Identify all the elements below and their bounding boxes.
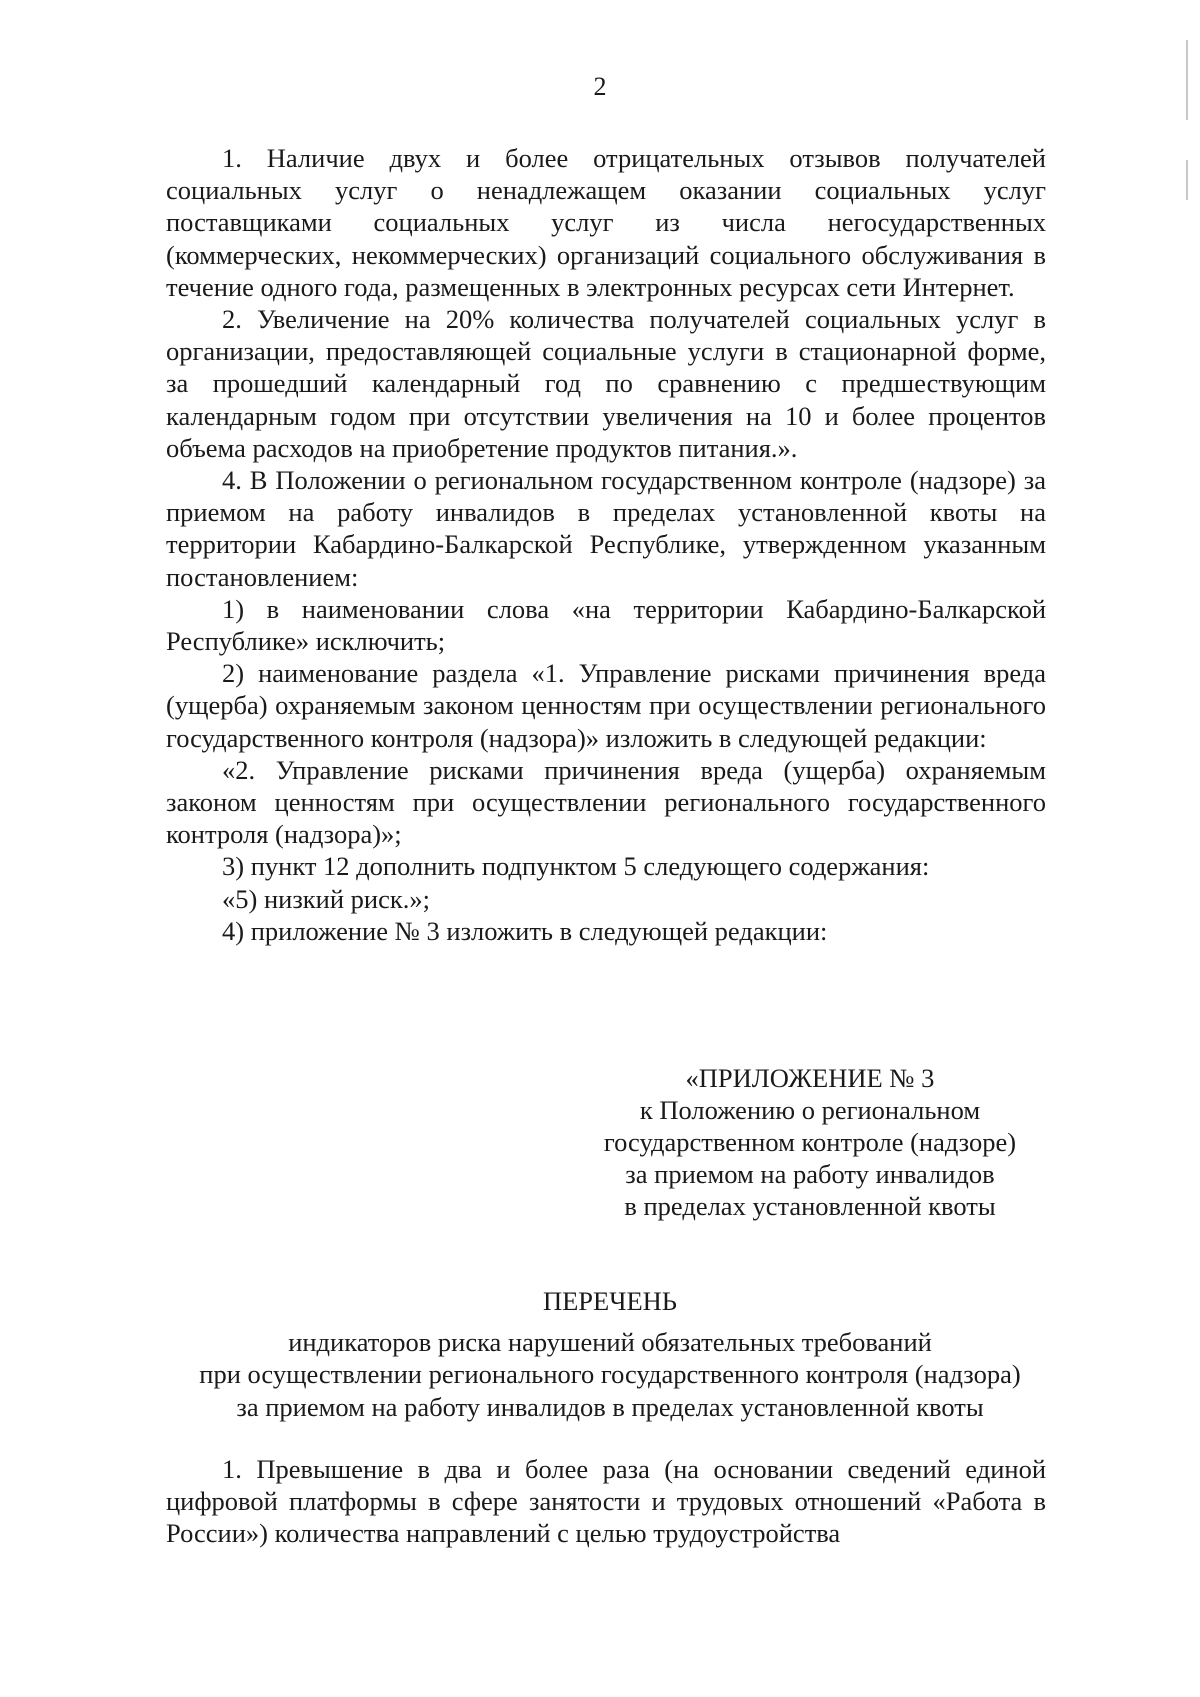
appendix-line: в пределах установленной квоты: [624, 1191, 996, 1221]
appendix-header: [560, 1062, 1060, 1222]
main-text: [166, 142, 1046, 947]
list-subtitle-line: индикаторов риска нарушений обязательных требований: [288, 1326, 932, 1357]
appendix-line: за приемом на работу инвалидов: [625, 1159, 995, 1189]
paragraph-negative-reviews: 1. Наличие двух и более отрицательных отзывов получателей социальных услуг о ненадлежащем оказании социальных услуг поставщиками социальных услуг из числа негосударственных (коммерческих, некоммерческих) организаций социального обслуживания в течение одного года, размещенных в электронных ресурсах сети Интернет.: [166, 143, 1046, 302]
paragraph-regulation-amendment: 4. В Положении о региональном государственном контроле (надзоре) за приемом на работу инвалидов в пределах установленной квоты на территории Кабардино-Балкарской Республике, утвержденном указанным постановлением:: [166, 465, 1046, 592]
paragraph-low-risk: «5) низкий риск.»;: [222, 883, 430, 914]
appendix-line: «ПРИЛОЖЕНИЕ № 3: [685, 1063, 935, 1093]
paragraph-recipients-increase: 2. Увеличение на 20% количества получателей социальных услуг в организации, предоставляющей социальные услуги в стационарной форме, за прошедший календарный год по сравнению с предшествующим календарным годом при отсутствии увеличения на 10 и более процентов объема расходов на приобретение продуктов питания.».: [166, 304, 1046, 463]
appendix-line: к Положению о региональном: [639, 1095, 981, 1125]
paragraph-item-3: 3) пункт 12 дополнить подпунктом 5 следующего содержания:: [222, 851, 930, 882]
list-title: ПЕРЕЧЕНЬ: [542, 1286, 677, 1316]
list-subtitle-line: за приемом на работу инвалидов в пределах установленной квоты: [236, 1391, 984, 1422]
appendix-line: государственном контроле (надзоре): [603, 1127, 1017, 1157]
paragraph-section-title-quote: «2. Управление рисками причинения вреда (ущерба) охраняемым законом ценностям при осуществлении регионального государственного контроля (надзора)»;: [166, 754, 1046, 850]
list-heading: [150, 1285, 1070, 1423]
paragraph-item-4: 4) приложение № 3 изложить в следующей редакции:: [222, 915, 828, 946]
paragraph-item-1: 1) в наименовании слова «на территории Кабардино-Балкарской Республике» исключить;: [166, 593, 1046, 657]
page-number: 2: [593, 72, 607, 101]
scan-margin-mark: [1186, 160, 1188, 200]
indicator-text: [166, 1453, 1046, 1550]
paragraph-indicator-1: 1. Превышение в два и более раза (на основании сведений единой цифровой платформы в сфере занятости и трудовых отношений «Работа в России») количества направлений с целью трудоустройства: [166, 1454, 1046, 1549]
list-subtitle-line: при осуществлении регионального государственного контроля (надзора): [199, 1359, 1021, 1389]
paragraph-item-2: 2) наименование раздела «1. Управление рисками причинения вреда (ущерба) охраняемым законом ценностям при осуществлении регионального государственного контроля (надзора)» изложить в следующей редакции:: [166, 658, 1046, 753]
